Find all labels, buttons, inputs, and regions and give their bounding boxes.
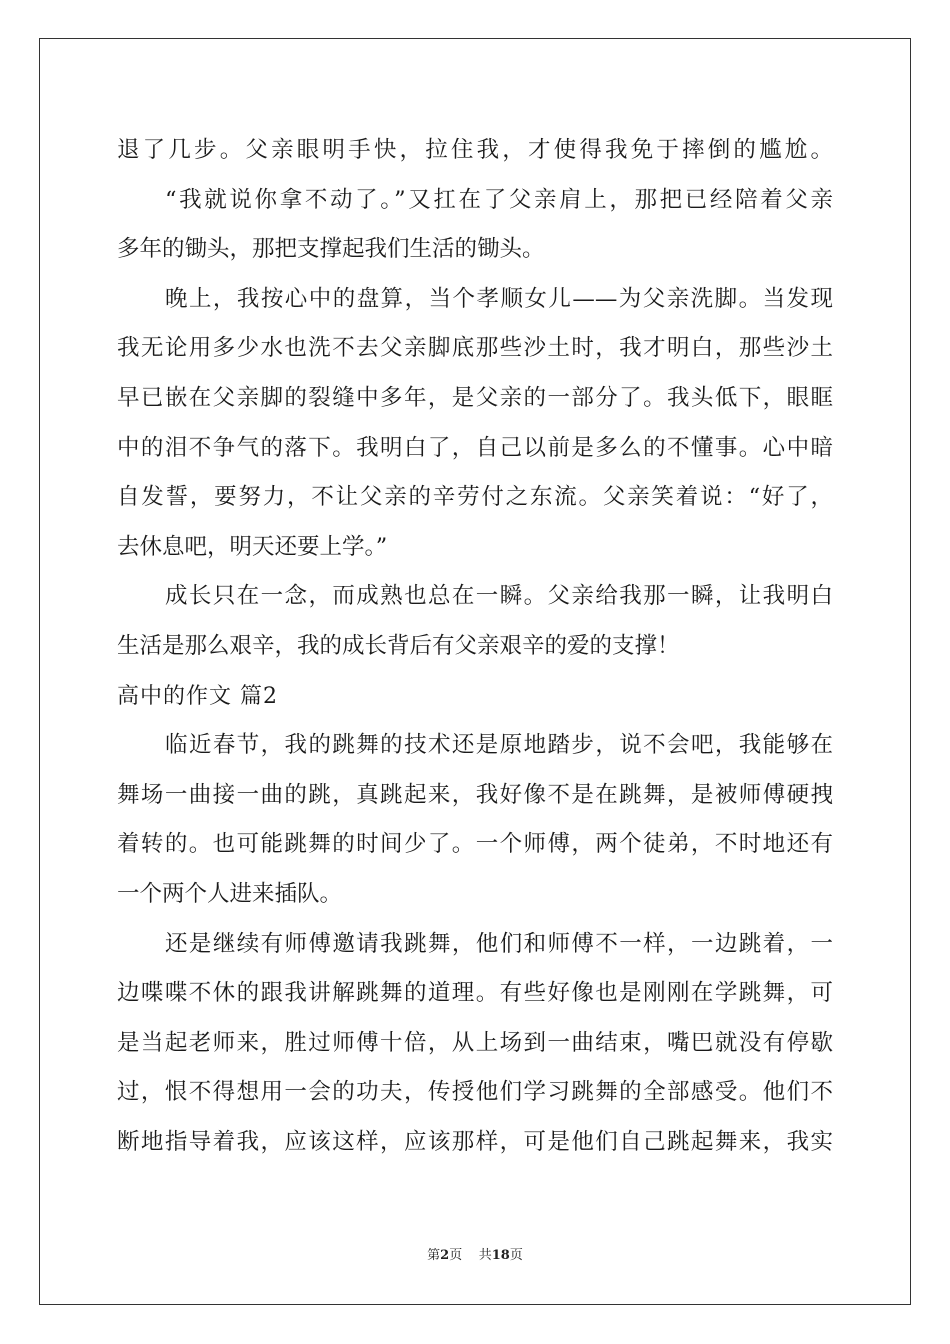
page-footer	[0, 1244, 950, 1263]
paragraph-line: 成长只在一念，而成熟也总在一瞬。父亲给我那一瞬，让我明白	[165, 583, 833, 610]
section-heading: 高中的作文 篇2	[117, 683, 278, 709]
footer-page-suffix: 页	[509, 1248, 523, 1263]
paragraph-line: 断地指导着我，应该这样，应该那样，可是他们自己跳起舞来，我实	[117, 1128, 833, 1155]
paragraph-line: 一个两个人进来插队。	[117, 880, 343, 907]
document-body	[117, 126, 833, 1167]
paragraph-line: 自发誓，要努力，不让父亲的辛劳付之东流。父亲笑着说：“好了，	[117, 484, 833, 511]
paragraph-line: 退了几步。父亲眼明手快，拉住我，才使得我免于摔倒的尴尬。	[117, 137, 833, 163]
paragraph-line: 晚上，我按心中的盘算，当个孝顺女儿——为父亲洗脚。当发现	[165, 285, 833, 312]
paragraph-line: 过，恨不得想用一会的功夫，传授他们学习跳舞的全部感受。他们不	[117, 1079, 833, 1106]
paragraph-line: 多年的锄头，那把支撑起我们生活的锄头。	[117, 236, 545, 263]
paragraph-line: 我无论用多少水也洗不去父亲脚底那些沙土时，我才明白，那些沙土	[117, 335, 833, 362]
paragraph-line: 舞场一曲接一曲的跳，真跳起来，我好像不是在跳舞，是被师傅硬拽	[117, 781, 833, 808]
paragraph-line: 中的泪不争气的落下。我明白了，自己以前是多么的不懂事。心中暗	[117, 434, 833, 461]
footer-page-number: 2	[440, 1248, 450, 1263]
paragraph-line: 着转的。也可能跳舞的时间少了。一个师傅，两个徒弟，不时地还有	[117, 831, 833, 858]
footer-page-mid: 页 共	[449, 1248, 492, 1263]
paragraph-line: 生活是那么艰辛，我的成长背后有父亲艰辛的爱的支撑！	[117, 632, 680, 659]
paragraph-line: 是当起老师来，胜过师傅十倍，从上场到一曲结束，嘴巴就没有停歇	[117, 1029, 833, 1056]
paragraph-line: “我就说你拿不动了。”又扛在了父亲肩上，那把已经陪着父亲	[165, 186, 833, 213]
footer-total-pages: 18	[491, 1248, 510, 1263]
footer-page-prefix: 第	[427, 1248, 441, 1263]
paragraph-line: 临近春节，我的跳舞的技术还是原地踏步，说不会吧，我能够在	[165, 732, 833, 759]
paragraph-line: 早已嵌在父亲脚的裂缝中多年，是父亲的一部分了。我头低下，眼眶	[117, 384, 833, 411]
paragraph-line: 去休息吧，明天还要上学。”	[117, 533, 388, 560]
paragraph-line: 边喋喋不休的跟我讲解跳舞的道理。有些好像也是刚刚在学跳舞，可	[117, 980, 833, 1007]
paragraph-line: 还是继续有师傅邀请我跳舞，他们和师傅不一样，一边跳着，一	[165, 930, 833, 957]
